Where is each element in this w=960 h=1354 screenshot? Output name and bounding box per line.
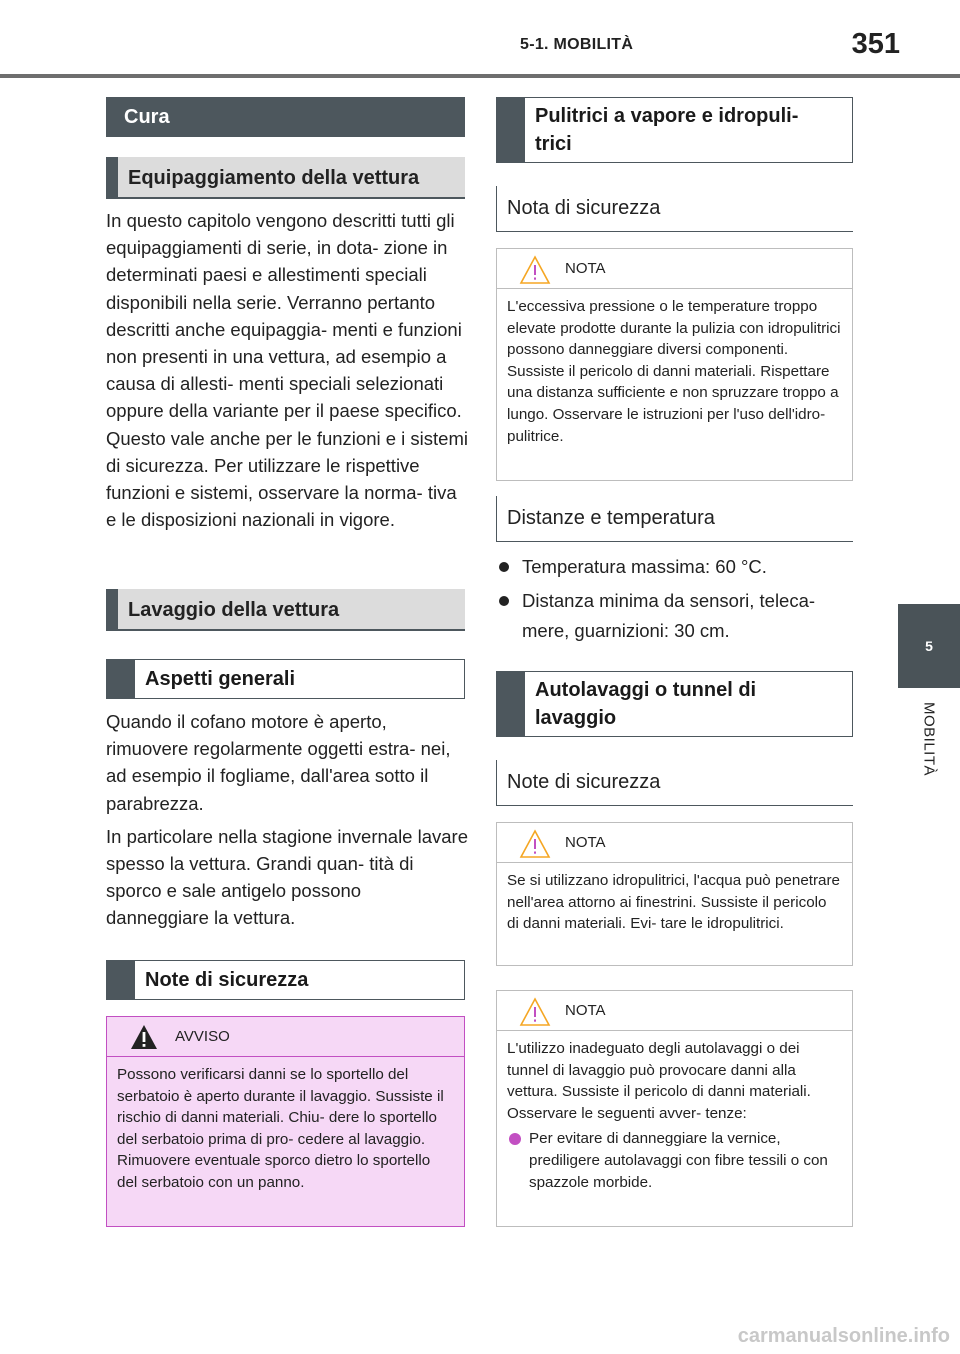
heading-equipaggiamento: Equipaggiamento della vettura: [106, 157, 465, 199]
heading-distanze: Distanze e temperatura: [496, 496, 853, 542]
equipaggiamento-text: In questo capitolo vengono descritti tutti gli equipaggiamenti di serie, in dota- zione in determinati paesi e allestimenti speciali disponibili nella serie. Verranno pertanto descritti anche equipaggia- menti e funzioni non presenti in una vettura, ad esempio a causa di allesti- menti speciali selezionati oppure della variante per il paese specifico. Questo vale anche per le funzioni e i sistemi di sicurezza. Per utilizzare le rispettive funzioni e sistemi, osservare la norma- tiva e le disposizioni nazionali in vigore.: [106, 210, 468, 531]
nota-body-3: [497, 1031, 852, 1203]
nota-bullet: Per evitare di danneggiare la vernice, prediligere autolavaggi con fibre tessili o con spazzole morbide.: [507, 1128, 842, 1193]
nota-box-1: [496, 248, 853, 481]
nota-title-3: NOTA: [565, 1002, 606, 1019]
list-item: Distanza minima da sensori, teleca- mere, guarnizioni: 30 cm.: [496, 586, 853, 646]
heading-nota-sicurezza: Nota di sicurezza: [496, 186, 853, 232]
caution-icon: [519, 997, 551, 1027]
distanze-list: [496, 552, 853, 646]
heading-aspetti-generali: Aspetti generali: [106, 659, 465, 699]
nota-box-2: [496, 822, 853, 966]
watermark: carmanualsonline.info: [737, 1325, 950, 1347]
nota-header-3: [497, 991, 852, 1031]
page-number: 351: [851, 28, 900, 60]
nota-title-1: NOTA: [565, 260, 606, 277]
heading-note-sicurezza-2: Note di sicurezza: [496, 760, 853, 806]
avviso-header: [107, 1017, 464, 1057]
avviso-text: Possono verificarsi danni se lo sportello del serbatoio è aperto durante il lavaggio. Sussiste il rischio di danni materiali. Chiu- dere lo sportello del serbatoio prima di pro- cedere al lavaggio. Rimuovere eventuale sporco dietro lo sportello del serbatoio con un panno.: [117, 1066, 444, 1191]
heading-cura: Cura: [106, 97, 465, 137]
heading-autolavaggi: Autolavaggi o tunnel di lavaggio: [496, 671, 853, 737]
nota-header-2: [497, 823, 852, 863]
header-rule: [0, 74, 960, 78]
nota-text-2: Se si utilizzano idropulitrici, l'acqua può penetrare nell'area attorno ai finestrini. Sussiste il pericolo di danni materiali. Evi- tare le idropulitrici.: [507, 872, 840, 933]
nota-box-3: [496, 990, 853, 1227]
avviso-title: AVVISO: [175, 1028, 230, 1045]
heading-pulitrici: Pulitrici a vapore e idropuli- trici: [496, 97, 853, 163]
nota-title-2: NOTA: [565, 834, 606, 851]
nota-text-1: L'eccessiva pressione o le temperature troppo elevate prodotte durante la pulizia con idropulitrici possono danneggiare diversi componenti. Sussiste il pericolo di danni materiali. Rispettare una distanza sufficiente e non spruzzare troppo a lungo. Osservare le istruzioni per l'uso dell'idro- pulitrice.: [507, 298, 841, 445]
nota-header-1: [497, 249, 852, 289]
caution-icon: [519, 255, 551, 285]
warning-icon: [129, 1023, 159, 1051]
avviso-box: [106, 1016, 465, 1227]
heading-lavaggio: Lavaggio della vettura: [106, 589, 465, 631]
section-title: 5-1. MOBILITÀ: [520, 36, 634, 53]
aspetti-text: Quando il cofano motore è aperto, rimuovere regolarmente oggetti estra- nei, ad esempio il fogliame, dall'area sotto il parabrezza. In particolare nella stagione invernale lavare spesso la vettura. Grandi quan- tità di sporco e sale antigelo possono danneggiare la vettura.: [106, 711, 468, 929]
chapter-tab-number: 5: [898, 604, 960, 688]
caution-icon: [519, 829, 551, 859]
nota-text-3: L'utilizzo inadeguato degli autolavaggi o dei tunnel di lavaggio può provocare danni alla vettura. Sussiste il pericolo di danni materiali. Osservare le seguenti avver- tenze:: [507, 1040, 811, 1122]
heading-note-sicurezza: Note di sicurezza: [106, 960, 465, 1000]
list-item: Temperatura massima: 60 °C.: [496, 552, 853, 582]
chapter-tab-label: MOBILITÀ: [920, 702, 938, 777]
